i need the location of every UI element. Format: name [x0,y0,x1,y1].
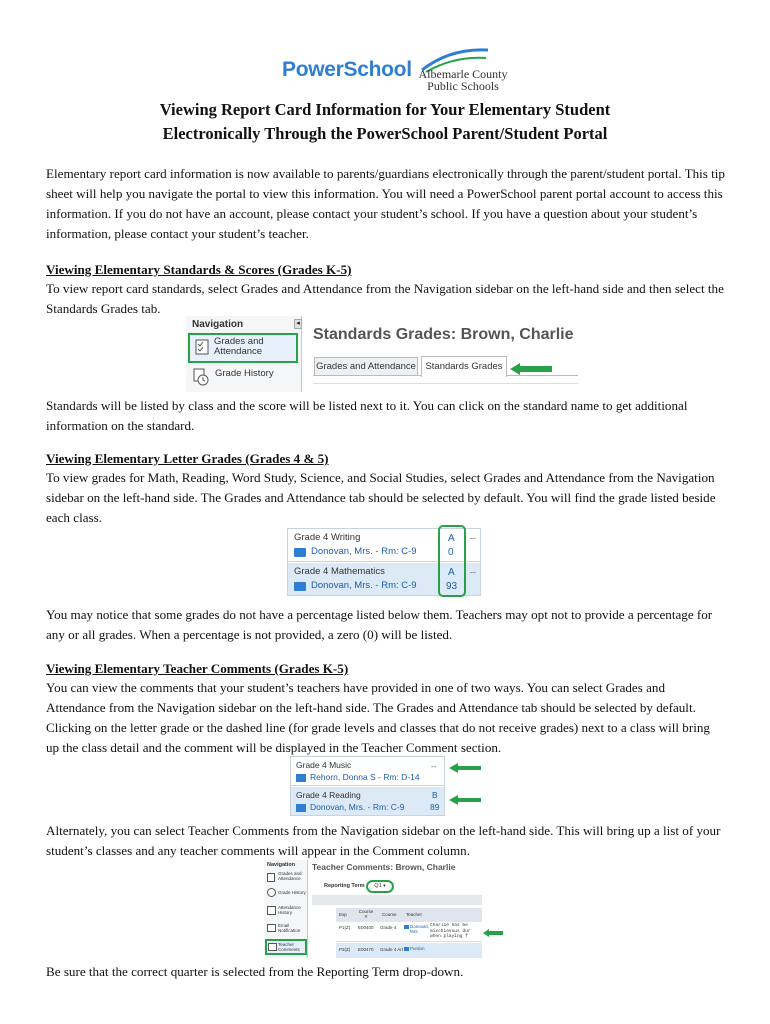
teacher-email-icon[interactable] [294,582,306,591]
reporting-term-label: Reporting Term [324,883,365,889]
section1-heading: Viewing Elementary Standards & Scores (Grades K-5) [46,262,352,277]
nav-item-label: Attendance History [278,905,301,915]
nav-sidebar [186,316,302,392]
grade-percent[interactable]: 93 [446,581,458,592]
cell-exp: P1(Z) [339,925,351,930]
document-title-line2: Electronically Through the PowerSchool Parent/Student Portal [162,124,608,143]
figure-class-rows [290,756,445,816]
section2-heading: Viewing Elementary Letter Grades (Grades 4 & 5) [46,451,329,466]
section3-heading: Viewing Elementary Teacher Comments (Grades K-5) [46,661,349,676]
teacher-link[interactable]: Donovan, Mrs. - Rm: C-9 [311,580,417,591]
nav-collapse-icon[interactable]: ◂ [294,319,302,329]
section1-after: Standards will be listed by class and the score will be listed next to it. You can click on the standard name to get additional information on the standard. [46,398,688,433]
teacher-link[interactable]: Rehorn, Donna S - Rm: D-14 [310,772,420,782]
col-exp: Exp [339,912,347,917]
teacher-link[interactable]: Donovan, Mrs. - Rm: C-9 [311,546,417,557]
nav-item-grades-attendance[interactable] [188,333,298,363]
nav-item-grades-attendance[interactable] [266,870,306,885]
nav-item-label-line1: Grades and [214,336,264,347]
row-dash[interactable]: -- [470,567,476,577]
green-arrow-icon [448,794,482,806]
col-course: Course [382,912,397,917]
nav-item-grade-history[interactable] [188,366,298,390]
course-name: Grade 4 Reading [296,790,361,800]
table-row[interactable] [336,943,482,958]
nav-item-label: Grades and Attendance [278,871,302,881]
section3-final: Be sure that the correct quarter is selected from the Reporting Term drop-down. [46,964,464,979]
cell-teacher[interactable]: Purdon [410,946,425,951]
cell-course-num: E00400 [358,925,374,930]
email-icon [267,924,276,932]
figure-standards-grades [186,316,578,392]
teacher-email-icon[interactable] [404,947,409,951]
cell-course-num: E00470 [358,947,374,952]
grade-percent[interactable]: 0 [448,547,454,558]
term-bar [312,895,482,905]
nav-item-label-line2: Attendance [214,346,263,357]
course-name: Grade 4 Mathematics [294,566,385,577]
col-course-num: Course # [358,909,374,919]
attendance-icon [267,906,276,915]
standards-page-title: Standards Grades: Brown, Charlie [313,326,574,343]
letter-grade[interactable]: B [432,790,438,800]
nav-sidebar [264,860,308,958]
teacher-link[interactable]: Donovan, Mrs. - Rm: C-9 [310,802,405,812]
grades-icon [267,873,275,882]
green-arrow-icon [508,362,554,376]
powerschool-logo [282,58,412,82]
cell-course: Grade 4 [380,925,397,930]
cell-teacher[interactable]: Donovan, Mrs. [410,924,430,934]
table-row[interactable] [291,787,444,815]
nav-item-label: Grade History [278,890,306,895]
intro-paragraph: Elementary report card information is now available to parents/guardians electronically through the parent/student portal. This tip sheet will help you navigate the portal to view this information. You will need a PowerSchool parent portal account to access this information. If you do not have an account, please contact your student’s school. If you have a question about your student’s information, please contact your student’s teacher. [46,166,725,241]
cell-course: Grade 4 Art [380,947,404,952]
comments-icon [268,943,277,951]
col-teacher: Teacher [406,912,423,917]
grades-icon [195,339,209,355]
district-logo [408,68,518,92]
tab-grades-attendance[interactable]: Grades and Attendance [314,357,418,376]
nav-item-teacher-comments[interactable] [265,939,307,955]
course-name: Grade 4 Music [296,760,352,770]
nav-header: Navigation [192,319,244,330]
grade-column-highlight [438,525,466,597]
section1-body: To view report card standards, select Grades and Attendance from the Navigation sidebar on the left-hand side and then select the Standards Grades tab. [46,281,724,316]
teacher-email-icon[interactable] [296,774,306,782]
nav-item-email-notification[interactable] [266,922,306,936]
nav-item-label: Teacher Comments [278,942,300,952]
table-row[interactable] [291,757,444,786]
cell-exp: P2(Z) [339,947,351,952]
section2-body: To view grades for Math, Reading, Word Study, Science, and Social Studies, select Grades and Attendance from the Navigation sidebar on the left-hand side. The Grades and Attendance tab should be selected by default. You will find the grade listed beside each class. [46,470,716,525]
content-divider [313,383,578,384]
figure-letter-grades [287,528,481,596]
nav-item-attendance-history[interactable] [266,904,306,918]
district-name-line1: Albemarle County [418,67,508,81]
nav-item-label: Email Notification [278,923,301,933]
course-name: Grade 4 Writing [294,532,361,543]
reporting-term-select[interactable] [366,880,394,893]
green-arrow-icon [482,928,504,938]
section2-after: You may notice that some grades do not have a percentage listed below them. Teachers may opt not to provide a percentage for any or all grades. When a percentage is not provided, a zero (0) will be listed. [46,607,713,642]
document-title-line1: Viewing Report Card Information for Your Elementary Student [159,100,611,119]
grade-history-icon [193,368,209,386]
table-row[interactable] [336,922,482,942]
powerschool-logo-text: PowerSchool [282,58,412,81]
grade-percent[interactable]: 89 [430,802,440,812]
nav-item-grade-history[interactable] [266,886,306,900]
row-dash[interactable]: -- [470,533,476,543]
letter-grade[interactable]: -- [431,761,437,771]
chevron-down-icon: ▾ [383,883,386,889]
teacher-email-icon[interactable] [294,548,306,557]
section3-after: Alternately, you can select Teacher Comments from the Navigation sidebar on the left-hand side. This will bring up a list of your student’s classes and any teacher comments will appear in the Comment column. [46,823,721,858]
letter-grade[interactable]: A [448,533,455,544]
cell-comment: Charlie has be mischievous dur when playing f [430,923,471,939]
nav-header: Navigation [267,862,296,868]
teacher-email-icon[interactable] [404,925,409,929]
nav-item-label: Grade History [215,368,274,379]
comments-table-header [336,908,482,922]
teacher-email-icon[interactable] [296,804,306,812]
green-arrow-icon [448,762,482,774]
comments-page-title: Teacher Comments: Brown, Charlie [312,862,456,872]
district-name-line2: Public Schools [427,79,499,93]
tab-standards-grades[interactable]: Standards Grades [421,356,507,377]
figure-teacher-comments [264,860,482,958]
term-value: Q1 [374,883,382,889]
letter-grade[interactable]: A [448,567,455,578]
section3-body: You can view the comments that your student’s teachers have provided in one of two ways. You can select Grades and Attendance from the Navigation sidebar on the left-hand side. The Grades and Attendance tab should be selected by default. Clicking on the letter grade or the dashed line (for grade levels and classes that do not receive grades) next to a class will bring up the class detail and the comment will be displayed in the Teacher Comment section. [46,680,710,755]
grade-history-icon [267,888,276,897]
